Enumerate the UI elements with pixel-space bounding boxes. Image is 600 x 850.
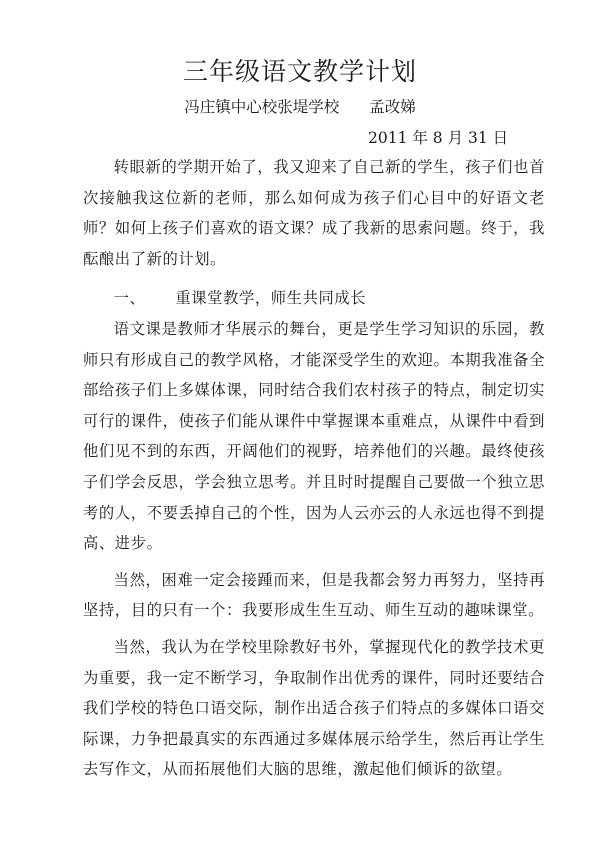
school-name: 冯庄镇中心校张堤学校: [184, 98, 340, 116]
byline: [0, 95, 600, 119]
document-title: 三年级语文教学计划: [182, 57, 417, 86]
section-title: 重课堂教学，师生共同成长: [175, 289, 367, 308]
document-body: [83, 152, 545, 785]
paragraph-difficulties: 当然，困难一定会接踵而来，但是我都会努力再努力，坚持再坚持，目的只有一个：我要形成生生互动、师生互动的趣味课堂。: [83, 570, 545, 620]
section-number: 一、: [113, 289, 146, 308]
document-date: 2011 年 8 月 31 日: [368, 129, 509, 147]
paragraph-technology: 当然，我认为在学校里除教好书外，掌握现代化的教学技术更为重要，我一定不断学习，争取制作出优秀的课件，同时还要结合我们学校的特色口语交际，制作出适合孩子们特点的多媒体口语交际课，力争把最真实的东西通过多媒体展示给学生，然后再让学生去写作文，从而拓展他们大脑的思维，激起他们倾诉的欲望。: [83, 637, 545, 779]
author-name: 孟改娣: [369, 98, 416, 116]
section-heading: [83, 283, 545, 314]
intro-paragraph: 转眼新的学期开始了，我又迎来了自己新的学生，孩子们也首次接触我这位新的老师，那么如何成为孩子们心目中的好语文老师？如何上孩子们喜欢的语文课？成了我新的思索问题。终于，我酝酿出了新的计划。: [83, 158, 545, 268]
paragraph-teaching-style: 语文课是教师才华展示的舞台，更是学生学习知识的乐园，教师只有形成自己的教学风格，才能深受学生的欢迎。本期我准备全部给孩子们上多媒体课，同时结合我们农村孩子的特点，制定切实可行的课件，使孩子们能从课件中掌握课本重难点，从课件中看到他们见不到的东西，开阔他们的视野，培养他们的兴趣。最终使孩子们学会反思，学会独立思考。并且时时提醒自己要做一个独立思考的人，不要丢掉自己的个性，因为人云亦云的人永远也得不到提高、进步。: [83, 319, 545, 553]
